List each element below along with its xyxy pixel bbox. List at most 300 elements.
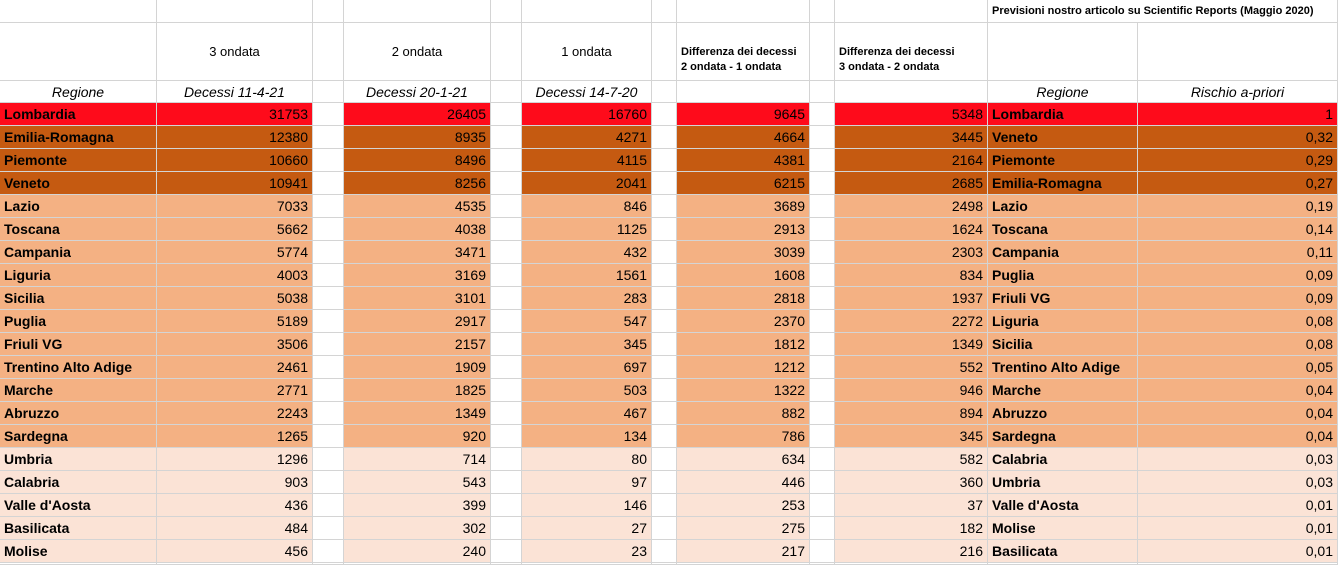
diff-wave3-wave2[interactable]: [835, 379, 988, 402]
deaths-wave1[interactable]: [522, 448, 652, 471]
deaths-wave1[interactable]: [522, 379, 652, 402]
empty-cell[interactable]: [491, 287, 522, 310]
deaths-wave2[interactable]: [344, 425, 491, 448]
deaths-wave1[interactable]: [522, 540, 652, 563]
risk-value[interactable]: [1138, 103, 1338, 126]
deaths2-header[interactable]: [344, 81, 491, 103]
region-name[interactable]: [0, 172, 157, 195]
wave3-header[interactable]: [157, 23, 313, 81]
risk-value[interactable]: [1138, 402, 1338, 425]
empty-cell[interactable]: [491, 0, 522, 23]
empty-cell[interactable]: [810, 103, 835, 126]
deaths-wave3[interactable]: [157, 149, 313, 172]
deaths-wave1[interactable]: [522, 195, 652, 218]
empty-cell[interactable]: [652, 471, 677, 494]
deaths-wave2[interactable]: [344, 149, 491, 172]
empty-cell[interactable]: [491, 81, 522, 103]
empty-cell[interactable]: [313, 218, 344, 241]
region-name[interactable]: [0, 356, 157, 379]
empty-cell[interactable]: [652, 540, 677, 563]
empty-cell[interactable]: [522, 0, 652, 23]
deaths-wave3[interactable]: [157, 195, 313, 218]
diff-wave2-wave1[interactable]: [677, 149, 810, 172]
diff-wave3-wave2[interactable]: [835, 425, 988, 448]
diff-wave2-wave1-text: 2370: [773, 313, 805, 329]
risk-region-name[interactable]: [988, 218, 1138, 241]
empty-cell[interactable]: [652, 81, 677, 103]
empty-cell[interactable]: [810, 195, 835, 218]
region-name[interactable]: [0, 149, 157, 172]
empty-cell[interactable]: [491, 23, 522, 81]
risk-region-name[interactable]: [988, 241, 1138, 264]
diff-wave2-wave1[interactable]: [677, 264, 810, 287]
diff-wave3-wave2[interactable]: [835, 149, 988, 172]
empty-cell[interactable]: [491, 310, 522, 333]
risk-region-name[interactable]: [988, 517, 1138, 540]
empty-cell[interactable]: [313, 81, 344, 103]
empty-cell[interactable]: [652, 264, 677, 287]
empty-cell[interactable]: [491, 379, 522, 402]
risk-value[interactable]: [1138, 126, 1338, 149]
empty-cell[interactable]: [491, 448, 522, 471]
empty-cell[interactable]: [835, 81, 988, 103]
risk-value[interactable]: [1138, 379, 1338, 402]
diff-wave2-wave1[interactable]: [677, 517, 810, 540]
risk-value-text: 0,01: [1305, 497, 1333, 513]
diff-wave3-wave2[interactable]: [835, 494, 988, 517]
empty-cell[interactable]: [810, 23, 835, 81]
empty-cell[interactable]: [652, 172, 677, 195]
deaths1-header[interactable]: [522, 81, 652, 103]
deaths-wave2[interactable]: [344, 540, 491, 563]
empty-cell[interactable]: [677, 81, 810, 103]
risk-region-name[interactable]: [988, 287, 1138, 310]
risk-value[interactable]: [1138, 310, 1338, 333]
risk-region-name[interactable]: [988, 425, 1138, 448]
empty-cell[interactable]: [313, 172, 344, 195]
empty-cell[interactable]: [491, 264, 522, 287]
deaths2-header-text: Decessi 20-1-21: [366, 84, 468, 100]
empty-cell[interactable]: [810, 264, 835, 287]
deaths-wave3[interactable]: [157, 172, 313, 195]
deaths-wave3-text: 2771: [276, 382, 308, 398]
empty-cell[interactable]: [313, 287, 344, 310]
diff-wave2-wave1[interactable]: [677, 218, 810, 241]
empty-cell[interactable]: [491, 425, 522, 448]
deaths-wave3-text: 10941: [269, 175, 308, 191]
empty-cell[interactable]: [491, 218, 522, 241]
empty-cell[interactable]: [491, 333, 522, 356]
risk-region-name[interactable]: [988, 402, 1138, 425]
region-name[interactable]: [0, 195, 157, 218]
empty-cell[interactable]: [313, 494, 344, 517]
diff-wave2-wave1[interactable]: [677, 402, 810, 425]
empty-cell[interactable]: [652, 126, 677, 149]
empty-cell[interactable]: [810, 379, 835, 402]
deaths-wave2[interactable]: [344, 402, 491, 425]
empty-cell[interactable]: [491, 241, 522, 264]
deaths-wave3[interactable]: [157, 425, 313, 448]
region-name[interactable]: [0, 241, 157, 264]
empty-cell[interactable]: [810, 356, 835, 379]
wave1-header-text: 1 ondata: [561, 44, 612, 59]
empty-cell[interactable]: [313, 23, 344, 81]
empty-cell[interactable]: [313, 448, 344, 471]
diff-wave2-wave1-text: 2913: [773, 221, 805, 237]
deaths-wave3[interactable]: [157, 379, 313, 402]
risk-value[interactable]: [1138, 333, 1338, 356]
empty-cell[interactable]: [1138, 23, 1338, 81]
empty-cell[interactable]: [652, 356, 677, 379]
diff-wave2-wave1[interactable]: [677, 379, 810, 402]
diff-wave2-wave1[interactable]: [677, 425, 810, 448]
diff-wave3-wave2[interactable]: [835, 356, 988, 379]
deaths-wave3[interactable]: [157, 333, 313, 356]
deaths-wave1[interactable]: [522, 402, 652, 425]
risk-region-name-text: Valle d'Aosta: [992, 497, 1079, 513]
diff-wave3-wave2[interactable]: [835, 126, 988, 149]
risk-region-name[interactable]: [988, 494, 1138, 517]
empty-cell[interactable]: [313, 310, 344, 333]
deaths-wave2[interactable]: [344, 379, 491, 402]
region-name-text: Campania: [4, 244, 71, 260]
deaths-wave1[interactable]: [522, 471, 652, 494]
diff-wave2-wave1[interactable]: [677, 241, 810, 264]
risk-value[interactable]: [1138, 425, 1338, 448]
empty-cell[interactable]: [157, 0, 313, 23]
empty-cell[interactable]: [313, 0, 344, 23]
deaths-wave2-text: 26405: [447, 106, 486, 122]
risk-header[interactable]: [1138, 81, 1338, 103]
empty-cell[interactable]: [810, 149, 835, 172]
empty-cell[interactable]: [810, 540, 835, 563]
deaths-wave2[interactable]: [344, 471, 491, 494]
deaths-wave3[interactable]: [157, 356, 313, 379]
empty-cell[interactable]: [652, 333, 677, 356]
empty-cell[interactable]: [491, 402, 522, 425]
empty-cell[interactable]: [313, 149, 344, 172]
diff-wave2-wave1[interactable]: [677, 540, 810, 563]
empty-cell[interactable]: [344, 0, 491, 23]
region-name[interactable]: [0, 494, 157, 517]
risk-value[interactable]: [1138, 494, 1338, 517]
diff-wave2-wave1[interactable]: [677, 103, 810, 126]
deaths1-header-text: Decessi 14-7-20: [535, 84, 638, 100]
empty-cell[interactable]: [491, 103, 522, 126]
risk-region-name[interactable]: [988, 471, 1138, 494]
empty-cell[interactable]: [491, 356, 522, 379]
empty-cell[interactable]: [652, 310, 677, 333]
deaths-wave1[interactable]: [522, 149, 652, 172]
region-name[interactable]: [0, 126, 157, 149]
empty-cell[interactable]: [491, 126, 522, 149]
empty-cell[interactable]: [652, 448, 677, 471]
empty-cell[interactable]: [810, 0, 835, 23]
empty-cell[interactable]: [988, 23, 1138, 81]
risk-region-name[interactable]: [988, 356, 1138, 379]
empty-cell[interactable]: [810, 81, 835, 103]
deaths-wave2[interactable]: [344, 103, 491, 126]
diff-wave3-wave2[interactable]: [835, 310, 988, 333]
risk-value[interactable]: [1138, 241, 1338, 264]
risk-value[interactable]: [1138, 471, 1338, 494]
empty-cell[interactable]: [810, 241, 835, 264]
deaths-wave3-text: 12380: [269, 129, 308, 145]
empty-cell[interactable]: [652, 494, 677, 517]
empty-cell[interactable]: [810, 494, 835, 517]
deaths-wave2[interactable]: [344, 448, 491, 471]
deaths-wave3[interactable]: [157, 287, 313, 310]
deaths-wave1-text: 846: [623, 198, 647, 214]
risk-value[interactable]: [1138, 149, 1338, 172]
empty-cell[interactable]: [810, 425, 835, 448]
empty-cell[interactable]: [491, 172, 522, 195]
deaths-wave3[interactable]: [157, 471, 313, 494]
deaths-wave1[interactable]: [522, 218, 652, 241]
empty-cell[interactable]: [835, 0, 988, 23]
empty-cell[interactable]: [491, 494, 522, 517]
diff-wave3-wave2[interactable]: [835, 471, 988, 494]
empty-cell[interactable]: [810, 287, 835, 310]
risk-value[interactable]: [1138, 195, 1338, 218]
risk-value[interactable]: [1138, 540, 1338, 563]
deaths-wave2[interactable]: [344, 310, 491, 333]
risk-header-text: Rischio a-priori: [1190, 84, 1285, 100]
empty-cell[interactable]: [313, 241, 344, 264]
empty-cell[interactable]: [491, 471, 522, 494]
diff-wave2-wave1[interactable]: [677, 126, 810, 149]
deaths-wave1[interactable]: [522, 494, 652, 517]
risk-region-name[interactable]: [988, 195, 1138, 218]
diff-wave2-wave1[interactable]: [677, 356, 810, 379]
deaths-wave1[interactable]: [522, 333, 652, 356]
deaths-wave3[interactable]: [157, 126, 313, 149]
deaths-wave3[interactable]: [157, 310, 313, 333]
forecast-note: Previsioni nostro articolo su Scientific Reports (Maggio 2020): [992, 5, 1314, 17]
diff-wave2-wave1[interactable]: [677, 310, 810, 333]
risk-region-name[interactable]: [988, 333, 1138, 356]
diff-wave2-wave1[interactable]: [677, 195, 810, 218]
deaths-wave1[interactable]: [522, 517, 652, 540]
risk-region-name[interactable]: [988, 172, 1138, 195]
region-name[interactable]: [0, 540, 157, 563]
empty-cell[interactable]: [652, 149, 677, 172]
deaths-wave3-text: 5038: [276, 290, 308, 306]
diff-wave2-wave1[interactable]: [677, 494, 810, 517]
diff-wave3-wave2[interactable]: [835, 540, 988, 563]
empty-cell[interactable]: [652, 218, 677, 241]
deaths-wave1[interactable]: [522, 356, 652, 379]
diff-wave3-wave2[interactable]: [835, 241, 988, 264]
deaths-wave3[interactable]: [157, 241, 313, 264]
empty-cell[interactable]: [652, 241, 677, 264]
empty-cell[interactable]: [491, 517, 522, 540]
risk-region-name-text: Marche: [992, 382, 1042, 398]
deaths-wave1[interactable]: [522, 172, 652, 195]
empty-cell[interactable]: [313, 425, 344, 448]
region-header[interactable]: [0, 81, 157, 103]
deaths-wave2-text: 3169: [454, 267, 486, 283]
risk-region-name[interactable]: [988, 126, 1138, 149]
diff-wave3-wave2[interactable]: [835, 172, 988, 195]
deaths-wave3[interactable]: [157, 264, 313, 287]
region-name[interactable]: [0, 471, 157, 494]
region-name[interactable]: [0, 218, 157, 241]
diff-wave3-wave2[interactable]: [835, 264, 988, 287]
empty-cell[interactable]: [652, 23, 677, 81]
diff-wave2-wave1[interactable]: [677, 448, 810, 471]
empty-cell[interactable]: [0, 0, 157, 23]
deaths-wave1[interactable]: [522, 241, 652, 264]
deaths-wave1[interactable]: [522, 310, 652, 333]
empty-cell[interactable]: [677, 0, 810, 23]
deaths3-header[interactable]: [157, 81, 313, 103]
empty-cell[interactable]: [810, 333, 835, 356]
deaths-wave3[interactable]: [157, 103, 313, 126]
diff-wave3-wave2[interactable]: [835, 402, 988, 425]
risk-region-name[interactable]: [988, 540, 1138, 563]
risk-value[interactable]: [1138, 356, 1338, 379]
risk-region-name[interactable]: [988, 310, 1138, 333]
empty-cell[interactable]: [810, 218, 835, 241]
diff-wave3-wave2[interactable]: [835, 103, 988, 126]
deaths-wave2[interactable]: [344, 218, 491, 241]
diff-wave2-wave1[interactable]: [677, 287, 810, 310]
region-name[interactable]: [0, 287, 157, 310]
deaths-wave1[interactable]: [522, 264, 652, 287]
risk-value[interactable]: [1138, 517, 1338, 540]
diff-wave3-wave2[interactable]: [835, 517, 988, 540]
region-name-text: Puglia: [4, 313, 47, 329]
diff-wave3-wave2[interactable]: [835, 218, 988, 241]
empty-cell[interactable]: [313, 195, 344, 218]
region-name[interactable]: [0, 310, 157, 333]
risk-value-text: 0,03: [1305, 474, 1333, 490]
risk-value[interactable]: [1138, 264, 1338, 287]
risk-value[interactable]: [1138, 287, 1338, 310]
empty-cell[interactable]: [313, 471, 344, 494]
risk-value[interactable]: [1138, 218, 1338, 241]
wave1-header[interactable]: [522, 23, 652, 81]
empty-cell[interactable]: [652, 517, 677, 540]
empty-cell[interactable]: [491, 540, 522, 563]
risk-value[interactable]: [1138, 448, 1338, 471]
deaths-wave1[interactable]: [522, 287, 652, 310]
risk-region-name-text: Piemonte: [992, 152, 1056, 168]
risk-region-name[interactable]: [988, 264, 1138, 287]
deaths-wave3[interactable]: [157, 540, 313, 563]
empty-cell[interactable]: [313, 333, 344, 356]
empty-cell[interactable]: [313, 356, 344, 379]
deaths-wave2[interactable]: [344, 494, 491, 517]
empty-cell[interactable]: [313, 103, 344, 126]
empty-cell[interactable]: [652, 379, 677, 402]
diff-wave2-wave1[interactable]: [677, 471, 810, 494]
diff-wave3-wave2[interactable]: [835, 333, 988, 356]
region-name[interactable]: [0, 103, 157, 126]
empty-cell[interactable]: [810, 471, 835, 494]
deaths-wave2[interactable]: [344, 241, 491, 264]
diff-wave3-wave2[interactable]: [835, 195, 988, 218]
region-name[interactable]: [0, 333, 157, 356]
empty-cell[interactable]: [652, 425, 677, 448]
wave2-header[interactable]: [344, 23, 491, 81]
deaths-wave3[interactable]: [157, 494, 313, 517]
empty-cell[interactable]: [810, 310, 835, 333]
empty-cell[interactable]: [313, 264, 344, 287]
deaths-wave3-text: 7033: [276, 198, 308, 214]
deaths-wave1-text: 146: [623, 497, 647, 513]
deaths-wave3[interactable]: [157, 448, 313, 471]
deaths-wave2[interactable]: [344, 264, 491, 287]
empty-cell[interactable]: [491, 149, 522, 172]
forecast-note-cell[interactable]: [988, 0, 1338, 23]
empty-cell[interactable]: [313, 379, 344, 402]
deaths-wave1[interactable]: [522, 126, 652, 149]
deaths-wave1[interactable]: [522, 425, 652, 448]
diff-wave2-wave1-text: 1212: [773, 359, 805, 375]
region2-header[interactable]: [988, 81, 1138, 103]
region-name[interactable]: [0, 448, 157, 471]
deaths-wave1[interactable]: [522, 103, 652, 126]
diff-wave2-wave1[interactable]: [677, 172, 810, 195]
empty-cell[interactable]: [313, 402, 344, 425]
risk-region-name[interactable]: [988, 448, 1138, 471]
region-name[interactable]: [0, 264, 157, 287]
empty-cell[interactable]: [313, 540, 344, 563]
deaths-wave2[interactable]: [344, 172, 491, 195]
deaths-wave3[interactable]: [157, 402, 313, 425]
diff-wave3-wave2[interactable]: [835, 287, 988, 310]
diff-wave2-wave1[interactable]: [677, 333, 810, 356]
deaths-wave2[interactable]: [344, 195, 491, 218]
deaths-wave2[interactable]: [344, 333, 491, 356]
diff32-header[interactable]: [835, 23, 988, 81]
empty-cell[interactable]: [652, 402, 677, 425]
empty-cell[interactable]: [810, 517, 835, 540]
empty-cell[interactable]: [491, 195, 522, 218]
empty-cell[interactable]: [652, 0, 677, 23]
deaths-wave3[interactable]: [157, 218, 313, 241]
deaths-wave2[interactable]: [344, 126, 491, 149]
empty-cell[interactable]: [810, 448, 835, 471]
empty-cell[interactable]: [652, 287, 677, 310]
region-name[interactable]: [0, 379, 157, 402]
region-name[interactable]: [0, 425, 157, 448]
diff21-header[interactable]: [677, 23, 810, 81]
empty-cell[interactable]: [313, 517, 344, 540]
deaths-wave2[interactable]: [344, 356, 491, 379]
risk-region-name[interactable]: [988, 103, 1138, 126]
empty-cell[interactable]: [652, 195, 677, 218]
deaths-wave2[interactable]: [344, 517, 491, 540]
deaths-wave3[interactable]: [157, 517, 313, 540]
risk-region-name[interactable]: [988, 379, 1138, 402]
empty-cell[interactable]: [810, 172, 835, 195]
empty-cell[interactable]: [810, 402, 835, 425]
region-name[interactable]: [0, 517, 157, 540]
diff-wave3-wave2[interactable]: [835, 448, 988, 471]
empty-cell[interactable]: [652, 103, 677, 126]
deaths-wave2[interactable]: [344, 287, 491, 310]
risk-value[interactable]: [1138, 172, 1338, 195]
empty-cell[interactable]: [0, 23, 157, 81]
region-name[interactable]: [0, 402, 157, 425]
risk-region-name[interactable]: [988, 149, 1138, 172]
empty-cell[interactable]: [810, 126, 835, 149]
deaths-wave3-text: 436: [284, 497, 308, 513]
empty-cell[interactable]: [313, 126, 344, 149]
